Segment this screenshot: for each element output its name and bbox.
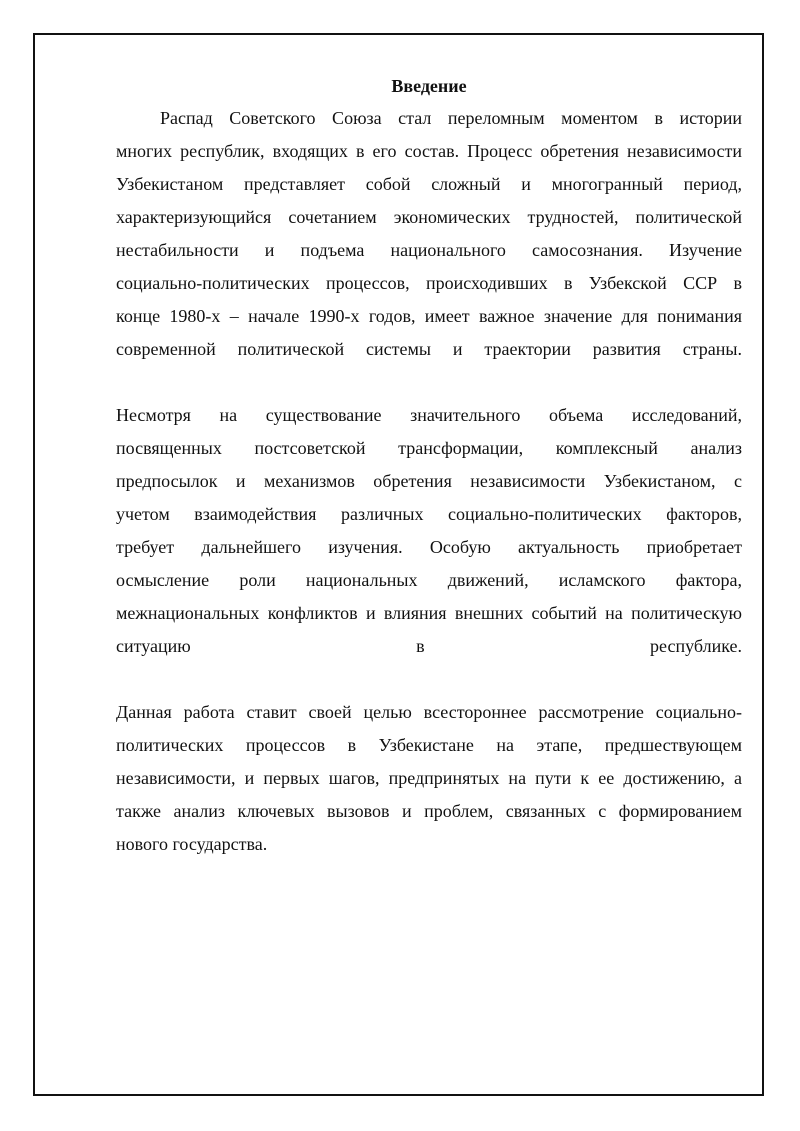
paragraph-line: независимости, и первых шагов, предпринятых на пути к ее достижению, а [116, 768, 742, 788]
paragraph-line: нестабильности и подъема национального самосознания. Изучение [116, 240, 742, 260]
paragraph-line: нового государства. [116, 834, 268, 854]
document-title: Введение [391, 76, 467, 96]
paragraph-2 [116, 399, 742, 663]
paragraph-line: политических процессов в Узбекистане на этапе, предшествующем [116, 735, 742, 755]
paragraph-line: Несмотря на существование значительного объема исследований, [116, 405, 742, 425]
paragraph-line: также анализ ключевых вызовов и проблем, связанных с формированием [116, 801, 742, 821]
paragraph-1 [116, 102, 742, 366]
paragraph-line: предпосылок и механизмов обретения независимости Узбекистаном, с [116, 471, 742, 491]
paragraph-line: характеризующийся сочетанием экономических трудностей, политической [116, 207, 742, 227]
paragraph-line: учетом взаимодействия различных социально-политических факторов, [116, 504, 742, 524]
paragraph-line: многих республик, входящих в его состав. Процесс обретения независимости [116, 141, 742, 161]
paragraph-line: современной политической системы и траектории развития страны. [116, 339, 742, 359]
paragraph-line: требует дальнейшего изучения. Особую актуальность приобретает [116, 537, 742, 557]
paragraph-line: межнациональных конфликтов и влияния внешних событий на политическую [116, 603, 742, 623]
paragraph-line: социально-политических процессов, происходивших в Узбекской ССР в [116, 273, 742, 293]
paragraph-line: посвященных постсоветской трансформации, комплексный анализ [116, 438, 742, 458]
paragraph-line: конце 1980-х – начале 1990-х годов, имеет важное значение для понимания [116, 306, 742, 326]
paragraph-line: Узбекистаном представляет собой сложный и многогранный период, [116, 174, 742, 194]
paragraph-line: Данная работа ставит своей целью всестороннее рассмотрение социально- [116, 702, 742, 722]
paragraph-line: осмысление роли национальных движений, исламского фактора, [116, 570, 742, 590]
paragraph-gap [116, 366, 742, 399]
document-body [116, 70, 742, 861]
paragraph-gap [116, 663, 742, 696]
paragraph-line: ситуацию в республике. [116, 636, 742, 656]
paragraph-3 [116, 696, 742, 861]
paragraph-line: Распад Советского Союза стал переломным моментом в истории [160, 108, 742, 128]
